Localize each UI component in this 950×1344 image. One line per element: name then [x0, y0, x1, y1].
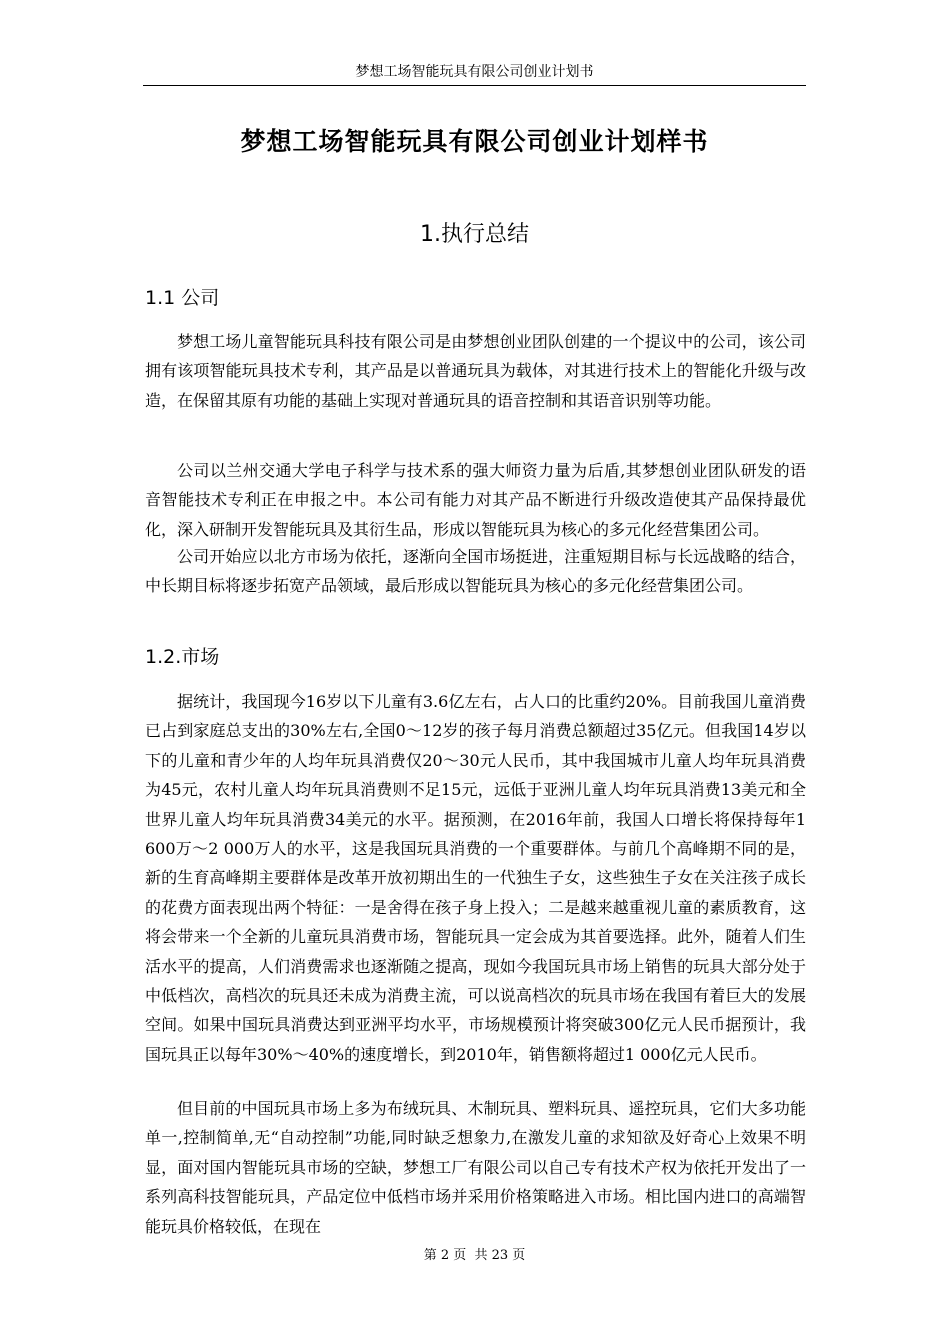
paragraph: 但目前的中国玩具市场上多为布绒玩具、木制玩具、塑料玩具、遥控玩具，它们大多功能单一,控制简单,无“自动控制”功能,同时缺乏想象力,在激发儿童的求知欲及好奇心上效果不明显，面对国内智能玩具市场的空缺，梦想工厂有限公司以自己专有技术产权为依托开发出了一系列高科技智能玩具，产品定位中低档市场并采用价格策略进入市场。相比国内进口的高端智能玩具价格较低，在现在 — [145, 1099, 806, 1236]
section-heading-company: 1.1 公司 — [145, 287, 220, 309]
section-heading-market: 1.2.市场 — [145, 646, 220, 668]
paragraph: 公司开始应以北方市场为依托，逐渐向全国市场挺进，注重短期目标与长远战略的结合，中长期目标将逐步拓宽产品领域，最后形成以智能玩具为核心的多元化经营集团公司。 — [145, 547, 806, 596]
paragraph: 梦想工场儿童智能玩具科技有限公司是由梦想创业团队创建的一个提议中的公司，该公司拥有该项智能玩具技术专利，其产品是以普通玩具为载体，对其进行技术上的智能化升级与改造，在保留其原有功能的基础上实现对普通玩具的语音控制和其语音识别等功能。 — [145, 332, 806, 410]
paragraph: 据统计，我国现今16岁以下儿童有3.6亿左右，占人口的比重约20%。目前我国儿童消费已占到家庭总支出的30%左右,全国0～12岁的孩子每月消费总额超过35亿元。但我国14岁以下的儿童和青少年的人均年玩具消费仅20～30元人民币，其中我国城市儿童人均年玩具消费为45元，农村儿童人均年玩具消费则不足15元，远低于亚洲儿童人均年玩具消费13美元和全世界儿童人均年玩具消费34美元的水平。据预测，在2016年前，我国人口增长将保持每年1 600万～2 000万人的水平，这是我国玩具消费的一个重要群体。与前几个高峰期不同的是，新的生育高峰期主要群体是改革开放初期出生的一代独生子女，这些独生子女在关注孩子成长的花费方面表现出两个特征：一是舍得在孩子身上投入；二是越来越重视儿童的素质教育，这将会带来一个全新的儿童玩具消费市场，智能玩具一定会成为其首要选择。此外，随着人们生活水平的提高，人们消费需求也逐渐随之提高，现如今我国玩具市场上销售的玩具大部分处于中低档次，高档次的玩具还未成为消费主流，可以说高档次的玩具市场在我国有着巨大的发展空间。如果中国玩具消费达到亚洲平均水平，市场规模预计将突破300亿元人民币据预计，我国玩具正以每年30%～40%的速度增长，到2010年，销售额将超过1 000亿元人民币。 — [145, 692, 806, 1064]
page-footer — [143, 1246, 806, 1266]
running-header: 梦想工场智能玩具有限公司创业计划书 — [355, 64, 594, 80]
document-title: 梦想工场智能玩具有限公司创业计划样书 — [240, 127, 709, 156]
page-number: 第 2 页 — [423, 1248, 467, 1263]
header-rule — [143, 85, 806, 86]
chapter-title: 1.执行总结 — [420, 222, 529, 247]
paragraph: 公司以兰州交通大学电子科学与技术系的强大师资力量为后盾,其梦想创业团队研发的语音智能技术专利正在申报之中。本公司有能力对其产品不断进行升级改造使其产品保持最优化，深入研制开发智能玩具及其衍生品，形成以智能玩具为核心的多元化经营集团公司。 — [145, 461, 806, 539]
page-total: 共 23 页 — [474, 1248, 526, 1263]
